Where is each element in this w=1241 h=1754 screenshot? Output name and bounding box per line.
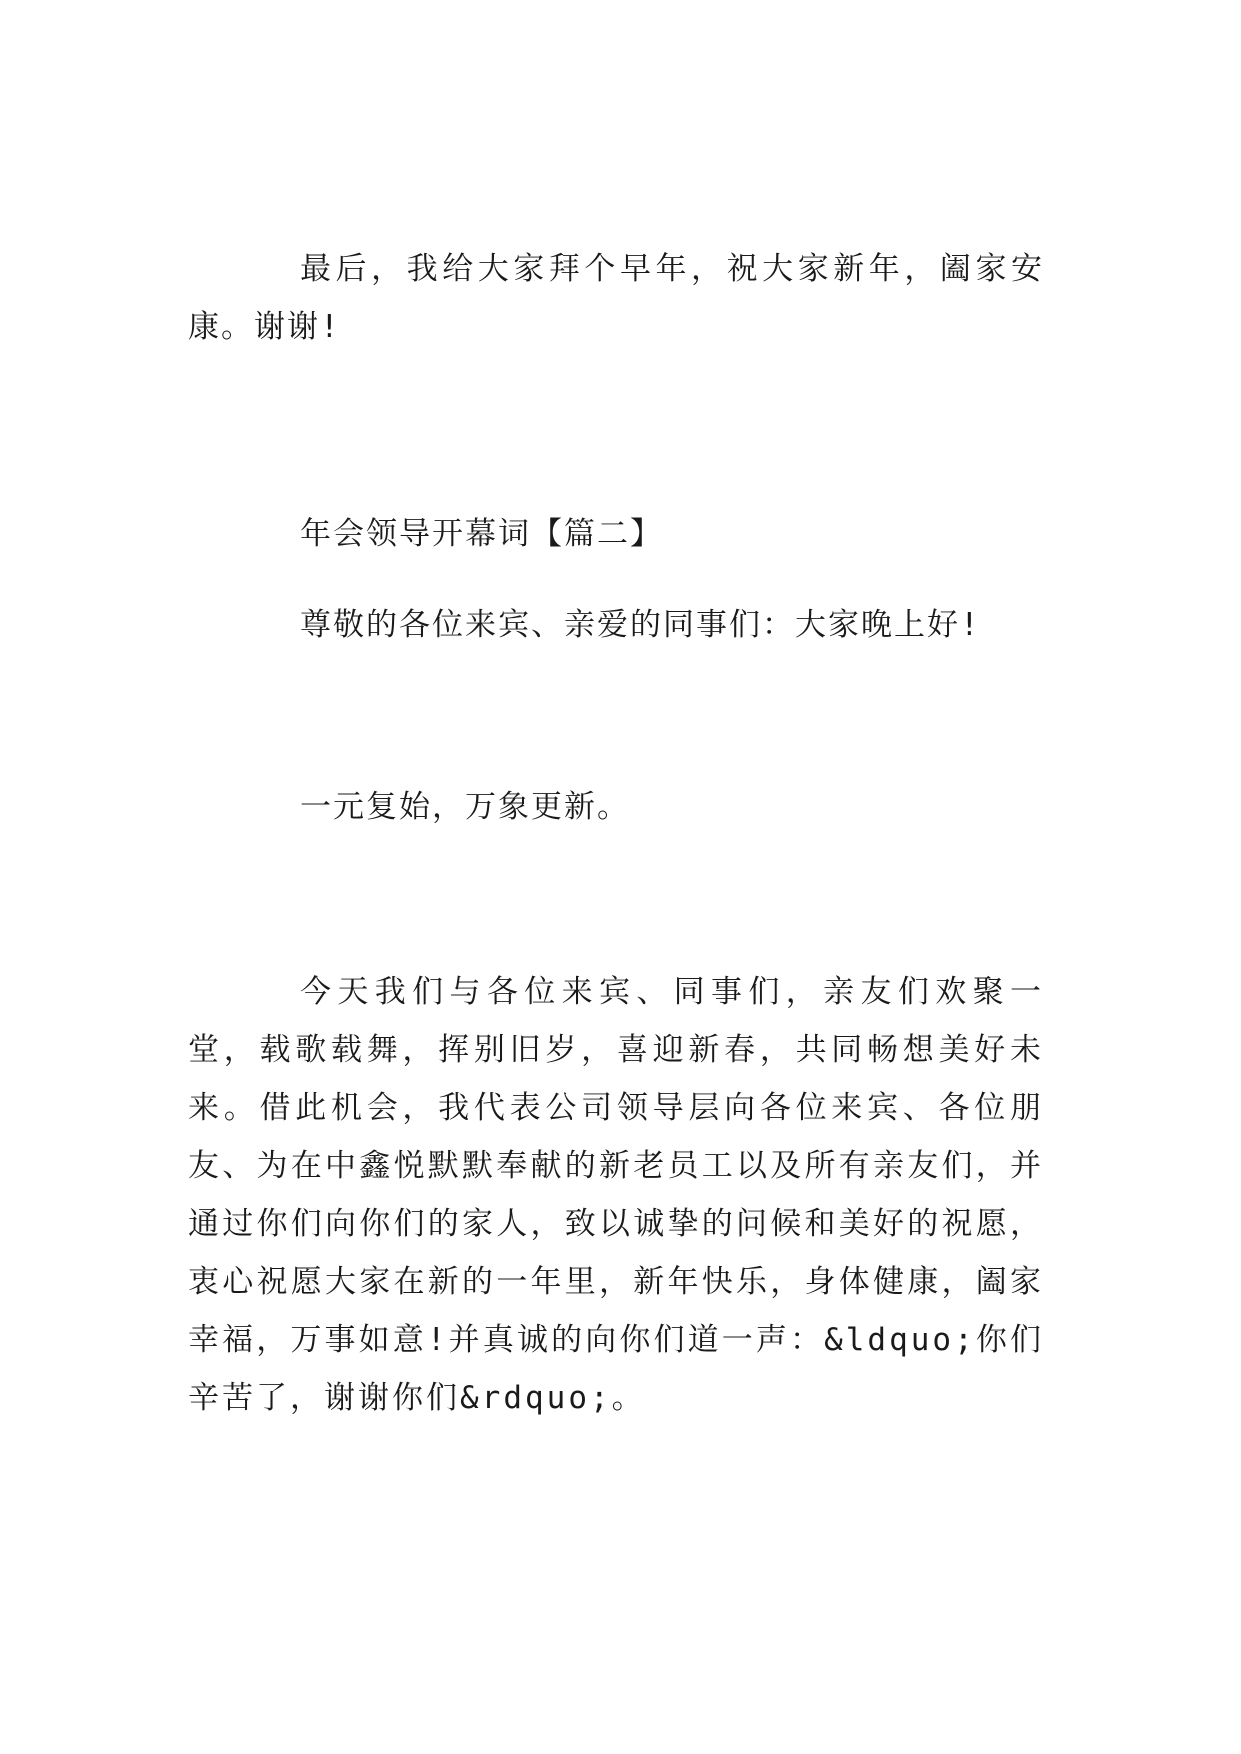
greeting-paragraph: 尊敬的各位来宾、亲爱的同事们：大家晚上好!	[300, 607, 981, 643]
closing-paragraph: 最后，我给大家拜个早年，祝大家新年，阖家安康。谢谢!	[188, 251, 1044, 345]
section-title: 年会领导开幕词【篇二】	[300, 516, 663, 552]
body-paragraph: 今天我们与各位来宾、同事们，亲友们欢聚一堂，载歌载舞，挥别旧岁，喜迎新春，共同畅想美好未来。借此机会，我代表公司领导层向各位来宾、各位朋友、为在中鑫悦默默奉献的新老员工以及所有亲友们，并通过你们向你们的家人，致以诚挚的问候和美好的祝愿，衷心祝愿大家在新的一年里，新年快乐，身体健康，阖家幸福，万事如意!并真诚的向你们道一声：&ldquo;你们辛苦了，谢谢你们&rdquo;。	[188, 974, 1044, 1416]
opening-line: 一元复始，万象更新。	[300, 789, 630, 825]
